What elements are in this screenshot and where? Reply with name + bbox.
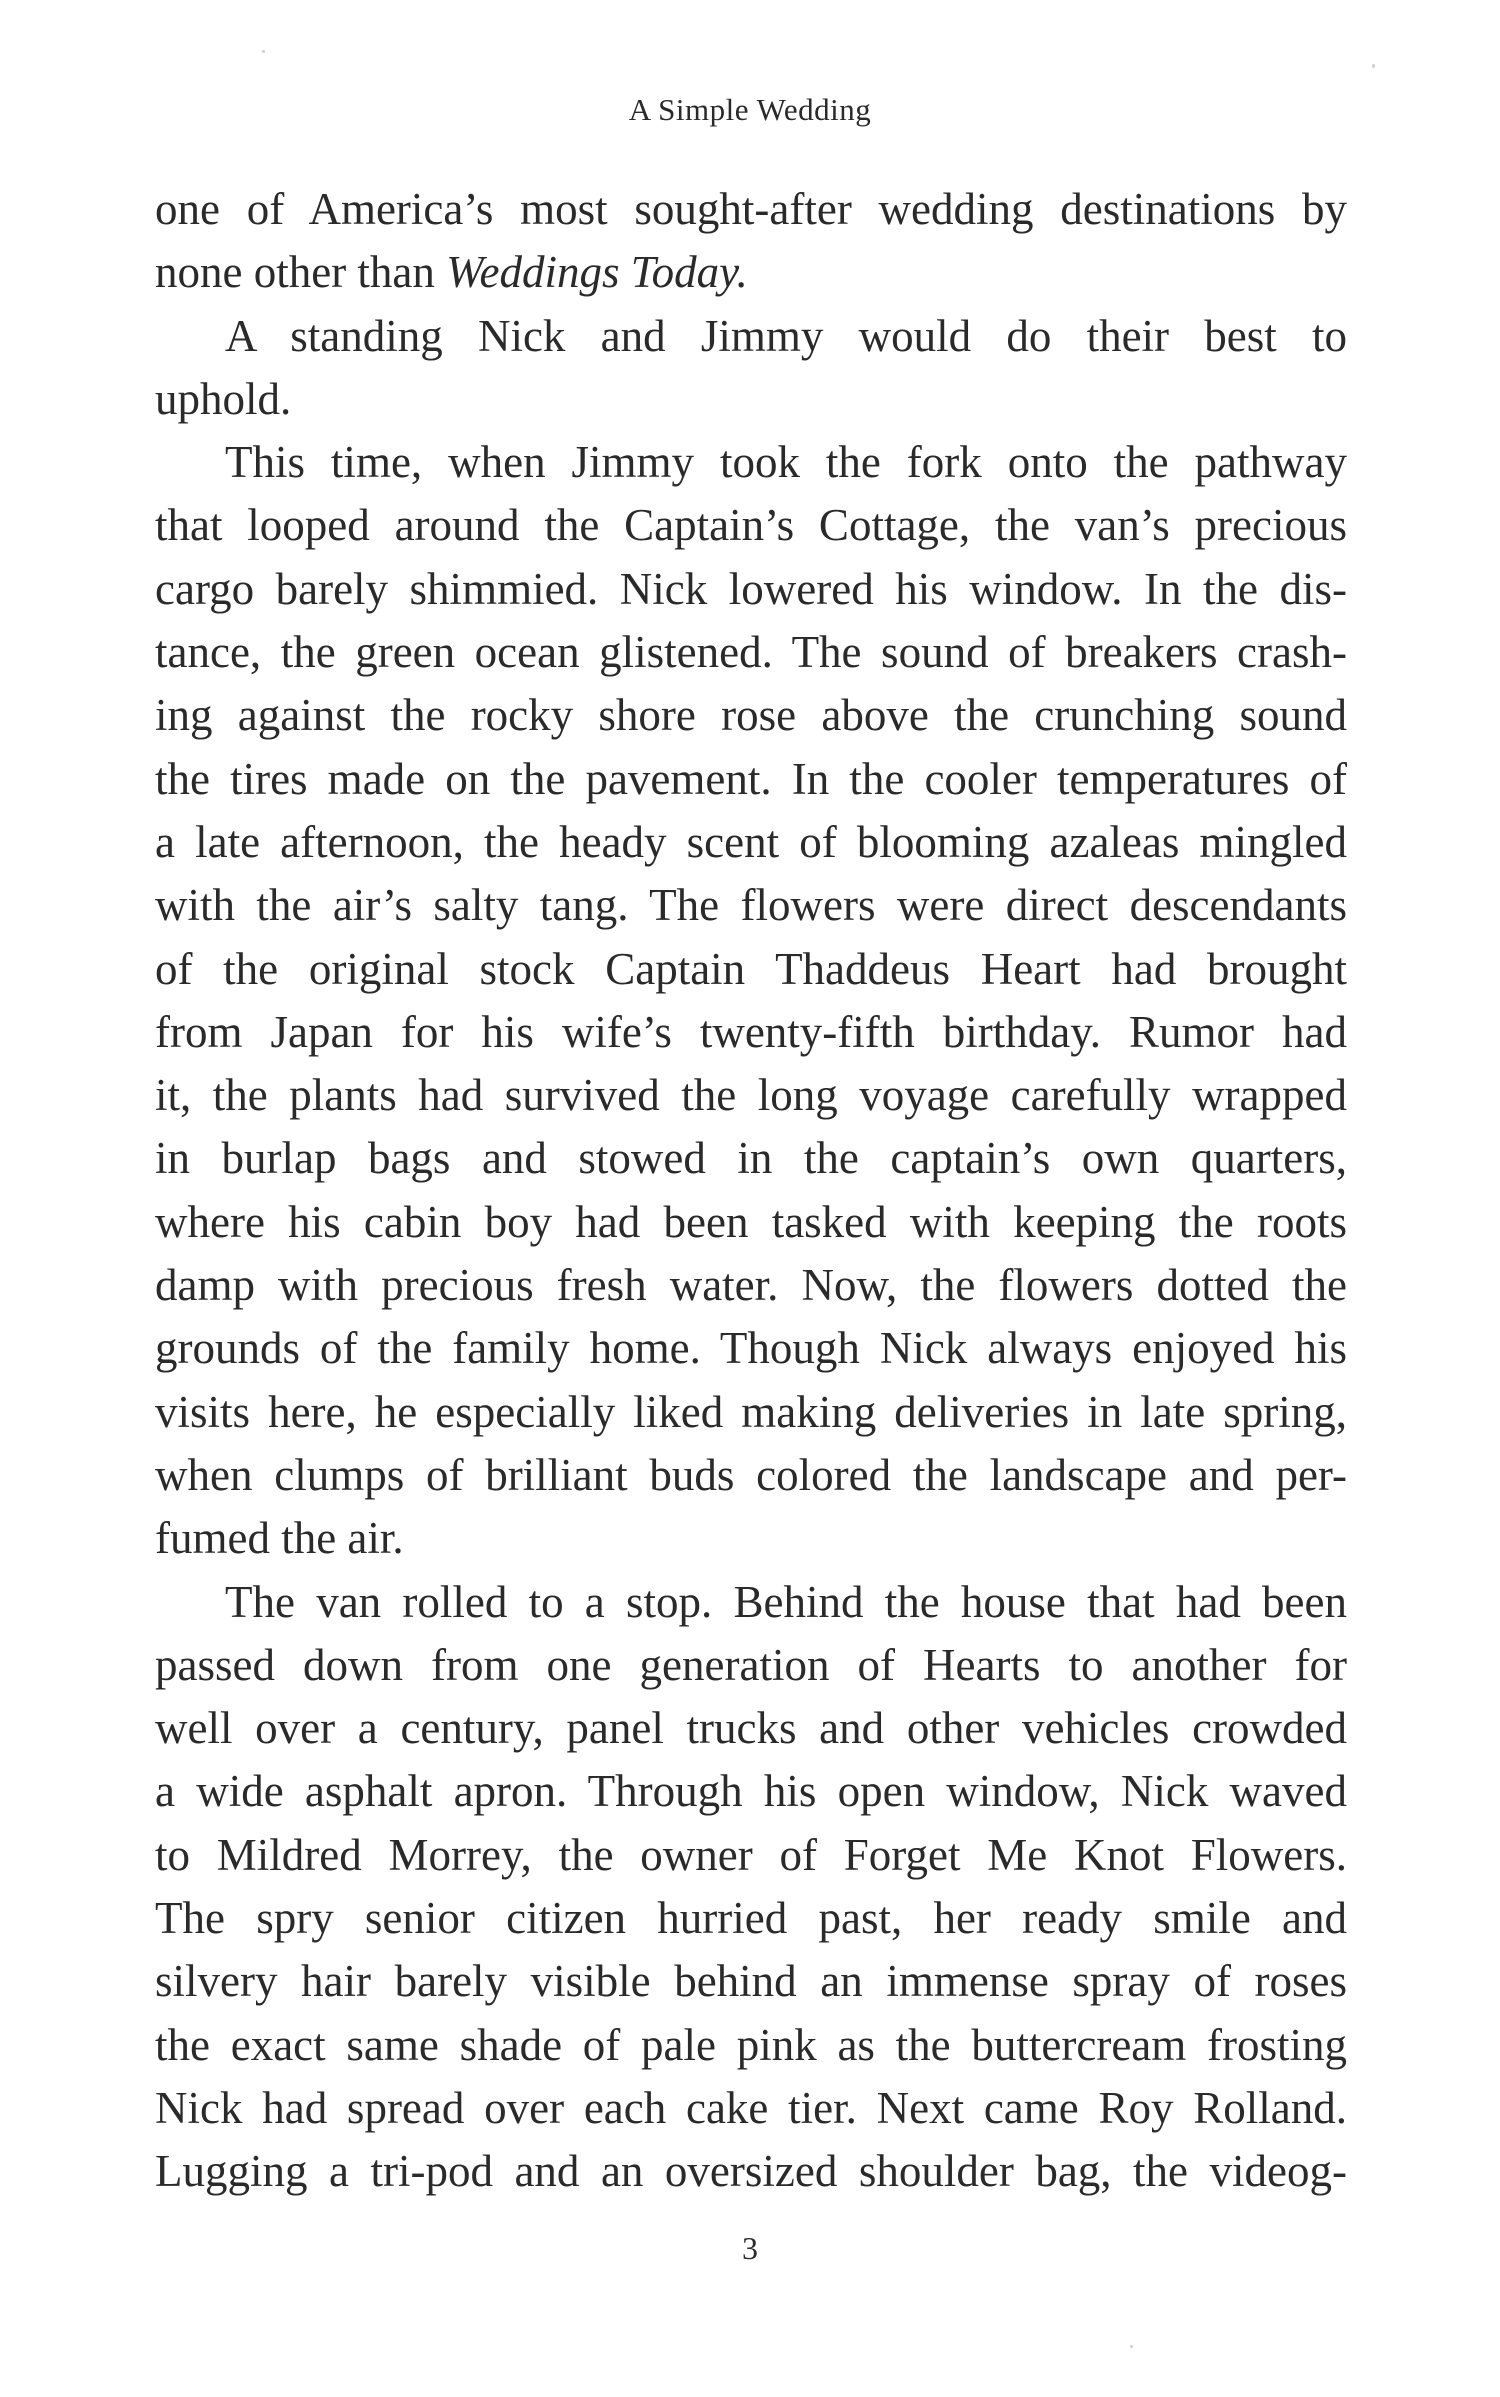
text-line: ing against the rocky shore rose above the crunching sound — [155, 690, 1347, 741]
text-line: fumed the air. — [155, 1513, 404, 1564]
text-line-part: none other than — [155, 247, 447, 298]
text-line: one of America’s most sought-after wedding destinations by — [155, 184, 1347, 234]
text-line: tance, the green ocean glistened. The sound of breakers crash- — [155, 627, 1347, 678]
text-line: when clumps of brilliant buds colored the landscape and per- — [155, 1449, 1347, 1500]
text-line: well over a century, panel trucks and other vehicles crowded — [155, 1703, 1347, 1754]
text-line: This time, when Jimmy took the fork onto the pathway — [225, 437, 1347, 488]
text-line: cargo barely shimmied. Nick lowered his window. In the dis- — [155, 563, 1347, 614]
text-line: in burlap bags and stowed in the captain’s own quarters, — [155, 1133, 1347, 1184]
text-line: the exact same shade of pale pink as the buttercream frosting — [155, 2019, 1347, 2070]
text-line: it, the plants had survived the long voyage carefully wrapped — [155, 1070, 1347, 1121]
text-line: The spry senior citizen hurried past, her ready smile and — [155, 1893, 1347, 1944]
text-line: passed down from one generation of Hearts to another for — [155, 1639, 1347, 1690]
scan-speck — [262, 50, 265, 53]
text-line: The van rolled to a stop. Behind the house that had been — [225, 1576, 1347, 1627]
running-head: A Simple Wedding — [628, 92, 872, 127]
text-line: to Mildred Morrey, the owner of Forget Me Knot Flowers. — [155, 1829, 1347, 1880]
scan-speck — [1130, 2345, 1133, 2348]
text-line: a late afternoon, the heady scent of blooming azaleas mingled — [155, 816, 1347, 867]
text-line: silvery hair barely visible behind an immense spray of roses — [155, 1956, 1347, 2007]
text-line — [155, 241, 1347, 304]
text-line: A standing Nick and Jimmy would do their best to — [225, 310, 1347, 361]
text-line: uphold. — [155, 373, 292, 424]
text-line: grounds of the family home. Though Nick always enjoyed his — [155, 1323, 1347, 1374]
text-line: a wide asphalt apron. Through his open window, Nick waved — [155, 1766, 1347, 1817]
text-line: of the original stock Captain Thaddeus Heart had brought — [155, 943, 1347, 994]
text-line: the tires made on the pavement. In the cooler temperatures of — [155, 753, 1347, 804]
text-line: damp with precious fresh water. Now, the flowers dotted the — [155, 1260, 1347, 1311]
page-number: 3 — [742, 2230, 758, 2266]
text-line: where his cabin boy had been tasked with keeping the roots — [155, 1196, 1347, 1247]
text-line: Lugging a tri-pod and an oversized shoulder bag, the videog- — [155, 2146, 1347, 2197]
text-line: visits here, he especially liked making deliveries in late spring, — [155, 1386, 1347, 1437]
text-line: that looped around the Captain’s Cottage, the van’s precious — [155, 500, 1347, 551]
text-line: with the air’s salty tang. The flowers were direct descendants — [155, 880, 1347, 931]
publication-title: Weddings Today. — [446, 247, 748, 298]
text-line: from Japan for his wife’s twenty-fifth birthday. Rumor had — [155, 1006, 1347, 1057]
text-line: Nick had spread over each cake tier. Next came Roy Rolland. — [155, 2082, 1347, 2133]
body-text — [155, 178, 1347, 2204]
scan-speck — [1372, 64, 1375, 68]
